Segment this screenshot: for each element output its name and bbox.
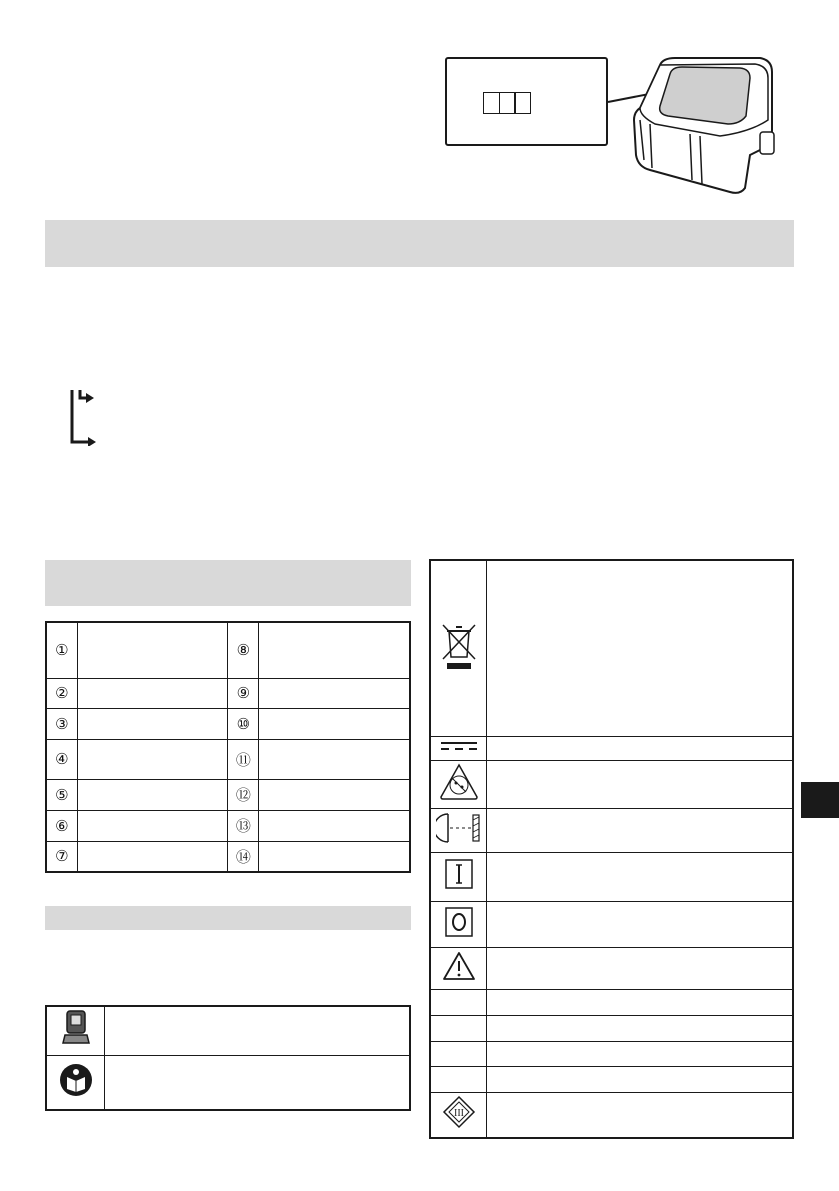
code-box	[514, 92, 531, 114]
part-label	[259, 739, 410, 779]
part-number: ⑥	[46, 810, 77, 841]
symbol-description	[105, 1055, 411, 1110]
direct-current-icon	[439, 739, 479, 753]
symbol-description	[487, 560, 794, 736]
class-three-diamond-icon	[442, 1095, 476, 1129]
part-number: ④	[46, 739, 77, 779]
table-row	[46, 810, 410, 841]
part-label	[77, 678, 228, 708]
section-title-band	[45, 220, 794, 267]
part-number: ③	[46, 708, 77, 739]
switch-on-icon	[444, 858, 474, 890]
battery-pack-icon	[600, 50, 790, 200]
symbol-description	[487, 1066, 794, 1092]
weee-crossed-bin-icon	[439, 621, 479, 671]
part-label	[259, 841, 410, 872]
table-row	[430, 1066, 793, 1092]
switch-off-icon	[444, 906, 474, 938]
symbol-description	[487, 736, 794, 760]
table-row	[430, 760, 793, 808]
part-label	[259, 810, 410, 841]
svg-text:III: III	[453, 1108, 464, 1120]
no-children-icon	[439, 763, 479, 801]
part-label	[77, 779, 228, 810]
code-box	[483, 92, 500, 114]
table-row	[46, 841, 410, 872]
table-row	[46, 779, 410, 810]
part-number: ②	[46, 678, 77, 708]
part-number: ⑬	[228, 810, 259, 841]
distance-marker-icon	[436, 812, 482, 844]
part-label	[77, 739, 228, 779]
symbol-description	[487, 852, 794, 901]
symbol-description	[487, 808, 794, 852]
symbols-table-right	[429, 559, 794, 1139]
part-number: ⑧	[228, 622, 259, 678]
table-row	[430, 736, 793, 760]
symbol-description	[105, 1006, 411, 1055]
part-label	[77, 841, 228, 872]
table-row	[430, 989, 793, 1015]
symbols-section-band	[45, 906, 411, 930]
symbol-icon-cell	[430, 1041, 487, 1066]
table-row	[46, 1006, 410, 1055]
table-row	[430, 1041, 793, 1066]
table-row	[430, 1015, 793, 1041]
part-number: ⑤	[46, 779, 77, 810]
symbol-description	[487, 947, 794, 989]
side-section-tab	[801, 782, 839, 818]
part-label	[259, 678, 410, 708]
parts-section-band	[45, 560, 411, 606]
part-number: ①	[46, 622, 77, 678]
table-row	[46, 622, 410, 678]
table-row	[430, 1092, 793, 1138]
part-label	[259, 779, 410, 810]
table-row	[46, 678, 410, 708]
table-row	[46, 708, 410, 739]
table-row	[430, 901, 793, 947]
part-label	[77, 622, 228, 678]
symbol-description	[487, 989, 794, 1015]
symbol-description	[487, 901, 794, 947]
table-row	[46, 1055, 410, 1110]
bracket-arrow-icon	[66, 388, 100, 446]
read-manual-icon	[59, 1063, 93, 1097]
symbol-description	[487, 1015, 794, 1041]
part-number: ⑩	[228, 708, 259, 739]
symbol-description	[487, 1041, 794, 1066]
symbols-table-left	[45, 1005, 411, 1111]
part-number: ⑦	[46, 841, 77, 872]
part-label	[259, 622, 410, 678]
table-row	[430, 560, 793, 736]
label-callout-box	[445, 57, 608, 146]
warning-triangle-icon	[442, 951, 476, 981]
table-row	[46, 739, 410, 779]
table-row	[430, 808, 793, 852]
part-number: ⑨	[228, 678, 259, 708]
part-number: ⑫	[228, 779, 259, 810]
part-label	[77, 708, 228, 739]
symbol-description	[487, 1092, 794, 1138]
symbol-icon-cell	[430, 1066, 487, 1092]
part-number: ⑪	[228, 739, 259, 779]
part-label	[259, 708, 410, 739]
symbol-description	[487, 760, 794, 808]
table-row	[430, 852, 793, 901]
table-row	[430, 947, 793, 989]
symbol-icon-cell	[430, 989, 487, 1015]
parts-table	[45, 621, 411, 873]
code-box-group	[483, 92, 530, 114]
symbol-icon-cell	[430, 1015, 487, 1041]
part-label	[77, 810, 228, 841]
charger-device-icon	[62, 1009, 90, 1047]
part-number: ⑭	[228, 841, 259, 872]
code-box	[499, 92, 516, 114]
